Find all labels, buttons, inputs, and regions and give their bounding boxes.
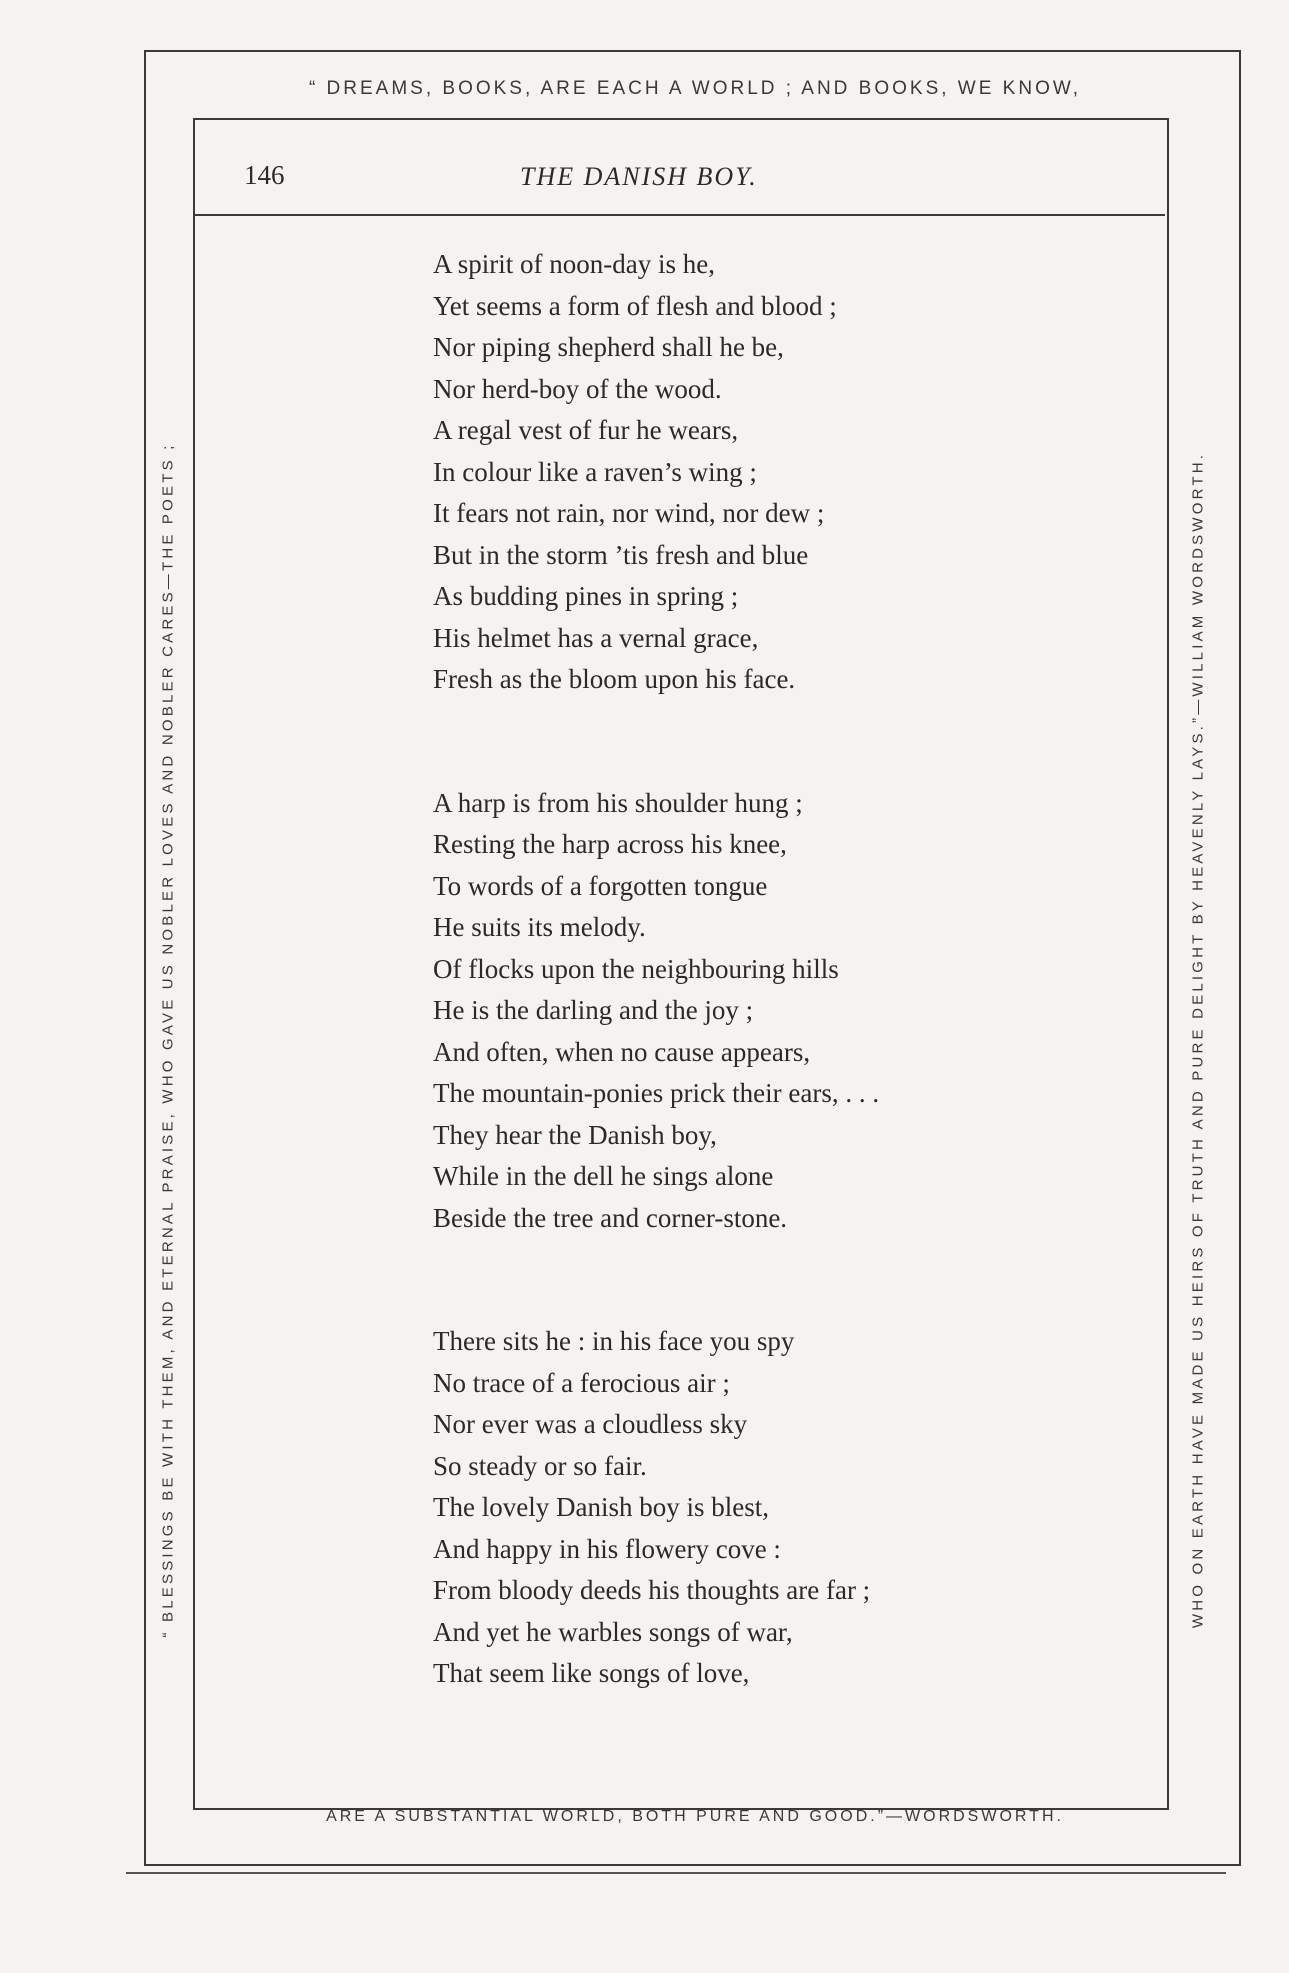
poem-line: That seem like songs of love, <box>433 1658 750 1688</box>
border-quote-bottom: ARE A SUBSTANTIAL WORLD, BOTH PURE AND GOOD.”—WORDSWORTH. <box>326 1808 1064 1825</box>
poem-line: Nor piping shepherd shall he be, <box>433 332 784 362</box>
poem-line: He is the darling and the joy ; <box>433 995 754 1025</box>
stanza <box>433 783 1133 1240</box>
poem-line: So steady or so fair. <box>433 1450 647 1481</box>
poem-line: From bloody deeds his thoughts are far ; <box>433 1575 871 1605</box>
poem-line: And yet he warbles songs of war, <box>433 1616 793 1647</box>
stanza <box>433 1321 1133 1695</box>
poem-line: It fears not rain, nor wind, nor dew ; <box>433 498 825 528</box>
poem-line: And often, when no cause appears, <box>433 1036 811 1067</box>
running-title: THE DANISH BOY. <box>520 162 758 191</box>
poem-line: Resting the harp across his knee, <box>433 829 787 859</box>
border-quote-right: WHO ON EARTH HAVE MADE US HEIRS OF TRUTH AND PURE DELIGHT BY HEAVENLY LAYS.”—WILLIAM WORDSWORTH. <box>1189 451 1207 1629</box>
border-quote-left: “ BLESSINGS BE WITH THEM, AND ETERNAL PRAISE, WHO GAVE US NOBLER LOVES AND NOBLER CARES—THE POETS ; <box>159 442 177 1638</box>
poem-line: Nor ever was a cloudless sky <box>433 1409 748 1439</box>
poem-line: While in the dell he sings alone <box>433 1161 774 1191</box>
poem-line: Fresh as the bloom upon his face. <box>433 664 796 694</box>
poem-line: A harp is from his shoulder hung ; <box>433 787 803 818</box>
poem-body <box>433 244 1133 1777</box>
poem-line: In colour like a raven’s wing ; <box>433 456 757 487</box>
poem-line: Of flocks upon the neighbouring hills <box>433 953 839 984</box>
poem-line: His helmet has a vernal grace, <box>433 622 759 653</box>
poem-line: They hear the Danish boy, <box>433 1119 717 1150</box>
poem-line: There sits he : in his face you spy <box>433 1326 795 1356</box>
poem-line: A regal vest of fur he wears, <box>433 415 739 445</box>
poem-line: He suits its melody. <box>433 912 646 942</box>
poem-line: The lovely Danish boy is blest, <box>433 1492 769 1522</box>
header-rule <box>193 214 1165 216</box>
poem-line: Beside the tree and corner-stone. <box>433 1202 788 1233</box>
stanza <box>433 244 1133 701</box>
poem-line: And happy in his flowery cove : <box>433 1533 781 1564</box>
poem-line: Nor herd-boy of the wood. <box>433 373 722 404</box>
poem-line: A spirit of noon-day is he, <box>433 249 715 279</box>
border-quote-top: “ DREAMS, BOOKS, ARE EACH A WORLD ; AND BOOKS, WE KNOW, <box>308 78 1082 99</box>
page-number: 146 <box>244 160 285 190</box>
poem-line: The mountain-ponies prick their ears, . . . <box>433 1078 880 1108</box>
poem-line: To words of a forgotten tongue <box>433 870 768 901</box>
poem-line: As budding pines in spring ; <box>433 581 739 611</box>
poem-line: But in the storm ’tis fresh and blue <box>433 539 809 570</box>
poem-line: Yet seems a form of flesh and blood ; <box>433 290 837 321</box>
poem-line: No trace of a ferocious air ; <box>433 1367 730 1398</box>
border-shadow-line <box>126 1872 1226 1874</box>
